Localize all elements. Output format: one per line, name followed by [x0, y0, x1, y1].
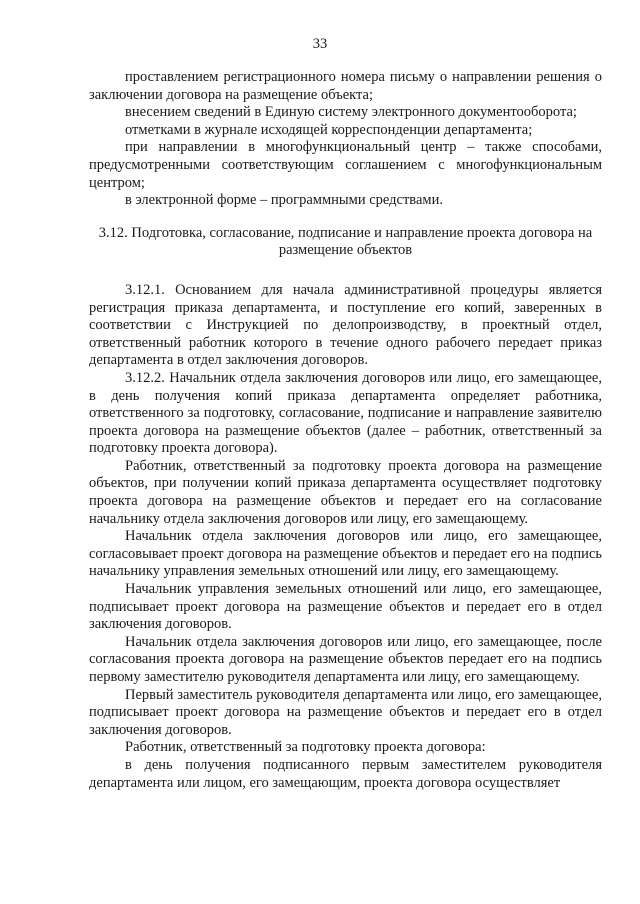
- paragraph: проставлением регистрационного номера письму о направлении решения о заключении договора на размещение объекта;: [89, 69, 602, 103]
- document-body: [89, 69, 602, 792]
- page-number: 33: [312, 36, 328, 52]
- paragraph: отметками в журнале исходящей корреспонденции департамента;: [125, 121, 533, 138]
- paragraph: в электронной форме – программными средствами.: [125, 192, 443, 209]
- paragraph: Первый заместитель руководителя департамента или лицо, его замещающее, подписывает проект договора на размещение объектов и передает его в отдел заключения договоров.: [89, 686, 602, 738]
- paragraph: при направлении в многофункциональный центр – также способами, предусмотренными соответствующим соглашением с многофункциональным центром;: [89, 139, 602, 191]
- section-title: 3.12. Подготовка, согласование, подписание и направление проекта договора на размещение объектов: [98, 224, 593, 259]
- paragraph: Работник, ответственный за подготовку проекта договора на размещение объектов, при получении копий приказа департамента осуществляет подготовку проекта договора на размещение объектов и передает его на согласование начальнику отдела заключения договоров или лицу, его замещающему.: [89, 457, 602, 527]
- paragraph: 3.12.1. Основанием для начала административной процедуры является регистрация приказа департамента, и поступление его копий, заверенных в соответствии с Инструкцией по делопроизводству, в проектный отдел, ответственный работник которого в течение одного рабочего передает приказ департамента в отдел заключения договоров.: [89, 281, 602, 369]
- paragraph: Начальник отдела заключения договоров или лицо, его замещающее, согласовывает проект договора на размещение объектов и передает его на подпись начальнику управления земельных отношений или лицу, его замещающему.: [89, 528, 602, 580]
- paragraph: 3.12.2. Начальник отдела заключения договоров или лицо, его замещающее, в день получения копий приказа департамента определяет работника, ответственного за подготовку, согласование, подписание и направление заявителю проекта договора на размещение объектов (далее – работник, ответственный за подготовку проекта договора).: [89, 369, 602, 457]
- paragraph: Начальник управления земельных отношений или лицо, его замещающее, подписывает проект договора на размещение объектов и передает его в отдел заключения договоров.: [89, 581, 602, 633]
- paragraph: Работник, ответственный за подготовку проекта договора:: [125, 739, 486, 756]
- paragraph: в день получения подписанного первым заместителем руководителя департамента или лицом, его замещающим, проекта договора осуществляет: [89, 756, 602, 791]
- paragraph: Начальник отдела заключения договоров или лицо, его замещающее, после согласования проекта договора на размещение объектов передает его на подпись первому заместителю руководителя департамента или лицу, его замещающему.: [89, 633, 602, 685]
- paragraph: внесением сведений в Единую систему электронного документооборота;: [125, 104, 577, 121]
